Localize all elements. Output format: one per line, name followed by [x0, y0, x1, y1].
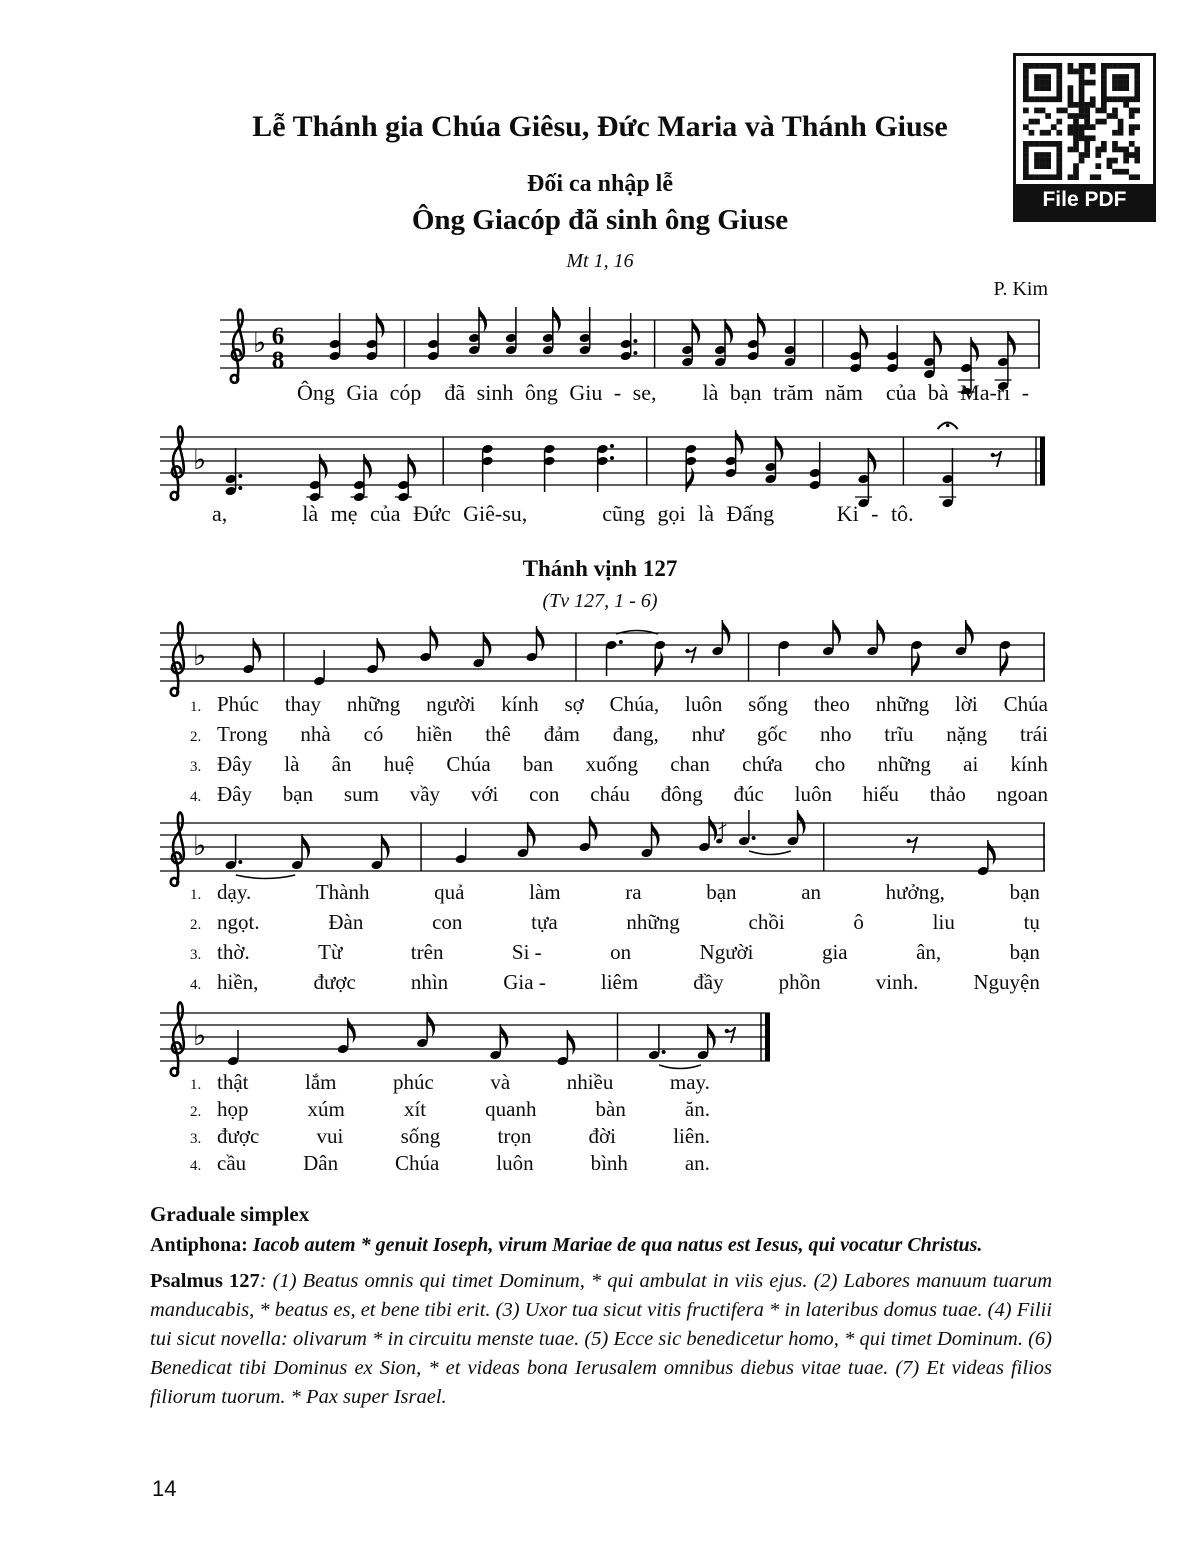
verse-word: làm	[529, 880, 561, 904]
graduale-heading: Graduale simplex	[150, 1202, 310, 1226]
verse-number: 4.	[190, 977, 202, 993]
verse-word: cầu	[217, 1151, 247, 1175]
verse-word: phồn	[778, 970, 821, 994]
verse-word: Phúc	[217, 692, 259, 716]
scripture-reference: Mt 1, 16	[566, 250, 634, 272]
song-title: Ông Giacóp đã sinh ông Giuse	[411, 204, 789, 236]
psalm-heading: Thánh vịnh 127	[522, 556, 678, 581]
verse-word: xít	[403, 1097, 427, 1121]
verse-word: sợ	[564, 692, 584, 716]
verse-number: 2.	[190, 917, 202, 933]
svg-text:♭: ♭	[253, 326, 267, 359]
composer-credit: P. Kim	[993, 278, 1048, 300]
verse-line	[190, 752, 1048, 782]
verse-word: ăn.	[684, 1097, 710, 1121]
verse-word: huệ	[383, 752, 415, 776]
page-title: Lễ Thánh gia Chúa Giêsu, Đức Maria và Thánh Giuse	[252, 110, 948, 143]
svg-text:8: 8	[271, 347, 285, 374]
verse-word: đang,	[612, 722, 659, 746]
verse-word: ra	[625, 880, 642, 904]
verse-word: nặng	[946, 722, 988, 746]
verse-word: trái	[1019, 722, 1048, 746]
verse-word: on	[610, 940, 632, 964]
verse-word: đời	[588, 1124, 616, 1148]
verse-word: ân	[331, 752, 352, 776]
psalmus-label: Psalmus 127	[150, 1270, 260, 1292]
verse-word: thật	[217, 1070, 249, 1094]
verse-word: ngoan	[996, 782, 1048, 806]
verse-line	[190, 1124, 710, 1151]
verse-word: trên	[410, 940, 444, 964]
verse-line	[190, 1151, 710, 1178]
verse-number: 1.	[190, 887, 202, 903]
verse-group-1	[190, 692, 1048, 812]
verse-word: trọn	[497, 1124, 532, 1148]
lyric-line-2: a, là mẹ của Đức Giê-su, cũng gọi là Đấng Ki - tô.	[212, 501, 914, 526]
verse-word: những	[626, 910, 680, 934]
verse-word: luôn	[684, 692, 723, 716]
svg-text:♭: ♭	[193, 639, 207, 672]
verse-word: Dân	[303, 1151, 339, 1175]
verse-word: sum	[343, 782, 379, 806]
verse-word: và	[490, 1070, 511, 1094]
verse-word: những	[877, 752, 931, 776]
verse-word: tụ	[1023, 910, 1040, 934]
verse-word: gốc	[756, 722, 788, 746]
verse-word: Gia -	[503, 970, 546, 994]
verse-word: bạn	[1009, 880, 1040, 904]
psalm-reference: (Tv 127, 1 - 6)	[542, 590, 658, 612]
verse-word: có	[363, 722, 384, 746]
verse-line	[190, 1097, 710, 1124]
verse-number: 2.	[190, 1104, 202, 1120]
verse-word: đông	[660, 782, 703, 806]
verse-word: chan	[670, 752, 710, 776]
verse-number: 4.	[190, 1158, 202, 1174]
verse-word: nhà	[300, 722, 331, 746]
verse-word: đúc	[733, 782, 764, 806]
verse-word: Đàn	[328, 910, 364, 934]
verse-word: ban	[522, 752, 554, 776]
svg-text:6: 6	[271, 323, 285, 350]
verse-word: vầy	[409, 782, 441, 806]
verse-word: bình	[590, 1151, 628, 1175]
verse-word: sống	[400, 1124, 441, 1148]
verse-word: may.	[669, 1070, 710, 1094]
verse-word: Người	[699, 940, 754, 964]
verse-line	[190, 880, 1040, 910]
verse-word: nhiều	[566, 1070, 614, 1094]
verse-word: đầy	[693, 970, 724, 994]
verse-word: theo	[813, 692, 850, 716]
verse-word: lắm	[305, 1070, 337, 1094]
verse-line	[190, 1070, 710, 1097]
verse-word: những	[346, 692, 401, 716]
verse-word: cháu	[590, 782, 630, 806]
verse-word: ai	[963, 752, 979, 776]
verse-word: vui	[316, 1124, 344, 1148]
verse-word: Đây	[217, 752, 252, 776]
verse-word: Chúa	[446, 752, 491, 776]
psalmus-text: : (1) Beatus omnis qui timet Dominum, * qui ambulat in viis ejus. (2) Labores manuum tuarum manducabis, * beatus es, et bene tibi erit. (3) Uxor tua sicut vitis fructifera * in lateribus domus tuae. (4) Filii tui sicut novella: olivarum * in circuitu menste tuae. (5) Ecce sic benedicetur homo, * qui timet Dominum. (6) Benedicat tibi Dominus ex Sion, * et videas bona Ierusalem omnibus diebus vitae tuae. (7) Et videas filios filiorum tuorum. * Pax super Israel.	[150, 1270, 1052, 1408]
antiphona-label: Antiphona:	[150, 1234, 248, 1256]
verse-line	[190, 940, 1040, 970]
verse-word: với	[470, 782, 499, 806]
verse-line	[190, 722, 1048, 752]
verse-word: hiền	[416, 722, 453, 746]
verse-word: Chúa,	[609, 692, 660, 716]
verse-word: hiếu	[862, 782, 899, 806]
lyric-line-1: Ông Gia cóp đã sinh ông Giu - se, là bạn trăm năm của bà Ma-ri -	[297, 380, 1030, 405]
verse-word: người	[426, 692, 476, 716]
verse-word: là	[284, 752, 300, 776]
verse-group-3	[190, 1070, 710, 1178]
verse-word: hưởng,	[885, 880, 945, 904]
verse-word: như	[691, 722, 724, 746]
verse-word: ô	[853, 910, 864, 934]
verse-word: bàn	[595, 1097, 626, 1121]
verse-line	[190, 692, 1048, 722]
verse-word: được	[217, 1124, 260, 1148]
verse-word: cho	[814, 752, 846, 776]
svg-text:♭: ♭	[193, 443, 207, 476]
verse-word: bạn	[282, 782, 314, 806]
verse-word: thê	[485, 722, 511, 746]
antiphona-text: Iacob autem * genuit Ioseph, virum Mariae de qua natus est Iesus, qui vocatur Christus.	[247, 1234, 983, 1256]
verse-word: đảm	[543, 722, 580, 746]
verse-word: hiền,	[217, 970, 259, 994]
verse-line	[190, 910, 1040, 940]
verse-word: Đây	[217, 782, 252, 806]
svg-text:♭: ♭	[193, 829, 207, 862]
verse-word: an.	[684, 1151, 710, 1175]
verse-word: Chúa	[395, 1151, 440, 1175]
verse-word: con	[432, 910, 463, 934]
verse-word: lời	[954, 692, 978, 716]
verse-word: thảo	[929, 782, 966, 806]
qr-code-block	[1013, 53, 1156, 222]
verse-word: phúc	[393, 1070, 434, 1094]
verse-word: nho	[819, 722, 852, 746]
verse-word: sống	[748, 692, 788, 716]
verse-word: liêm	[600, 970, 639, 994]
verse-word: luôn	[496, 1151, 534, 1175]
verse-number: 3.	[190, 1131, 202, 1147]
verse-number: 3.	[190, 947, 202, 963]
verse-word: Nguyện	[973, 970, 1040, 994]
verse-word: chứa	[742, 752, 783, 776]
antiphona-line	[150, 1234, 1090, 1257]
section-subtitle: Đối ca nhập lễ	[526, 171, 673, 197]
verse-word: xuống	[585, 752, 638, 776]
verse-word: ngọt.	[217, 910, 260, 934]
qr-code-label: File PDF	[1016, 184, 1153, 219]
verse-word: kính	[1010, 752, 1048, 776]
verse-word: họp	[217, 1097, 249, 1121]
verse-number: 1.	[190, 1077, 202, 1093]
verse-word: được	[313, 970, 356, 994]
verse-word: luôn	[794, 782, 832, 806]
verse-word: Trong	[217, 722, 268, 746]
verse-number: 2.	[190, 729, 202, 745]
verse-word: Từ	[318, 940, 343, 964]
page-number: 14	[152, 1476, 177, 1501]
verse-word: thay	[284, 692, 321, 716]
verse-word: thờ.	[217, 940, 250, 964]
verse-word: liên.	[673, 1124, 710, 1148]
verse-word: quả	[434, 880, 465, 904]
verse-word: Thành	[315, 880, 370, 904]
verse-word: dạy.	[217, 880, 252, 904]
verse-word: Si -	[511, 940, 542, 964]
verse-number: 4.	[190, 789, 202, 805]
verse-word: vinh.	[875, 970, 919, 994]
verse-word: gia	[821, 940, 848, 964]
verse-word: trĩu	[884, 722, 914, 746]
verse-number: 3.	[190, 759, 202, 775]
verse-word: an	[801, 880, 822, 904]
verse-word: bạn	[1009, 940, 1040, 964]
verse-word: liu	[932, 910, 955, 934]
verse-word: bạn	[706, 880, 737, 904]
verse-word: tựa	[531, 910, 558, 934]
verse-word: những	[875, 692, 930, 716]
qr-code-pattern	[1016, 56, 1153, 184]
verse-word: quanh	[485, 1097, 537, 1121]
psalmus-paragraph	[150, 1267, 1052, 1412]
verse-group-2	[190, 880, 1040, 1000]
verse-word: ân,	[916, 940, 942, 964]
verse-word: kính	[501, 692, 539, 716]
verse-word: Chúa	[1003, 692, 1048, 716]
verse-number: 1.	[190, 699, 202, 715]
verse-word: nhìn	[410, 970, 449, 994]
svg-text:♭: ♭	[193, 1019, 207, 1052]
verse-word: chồi	[748, 910, 785, 934]
verse-word: con	[529, 782, 560, 806]
verse-word: xúm	[307, 1097, 345, 1121]
